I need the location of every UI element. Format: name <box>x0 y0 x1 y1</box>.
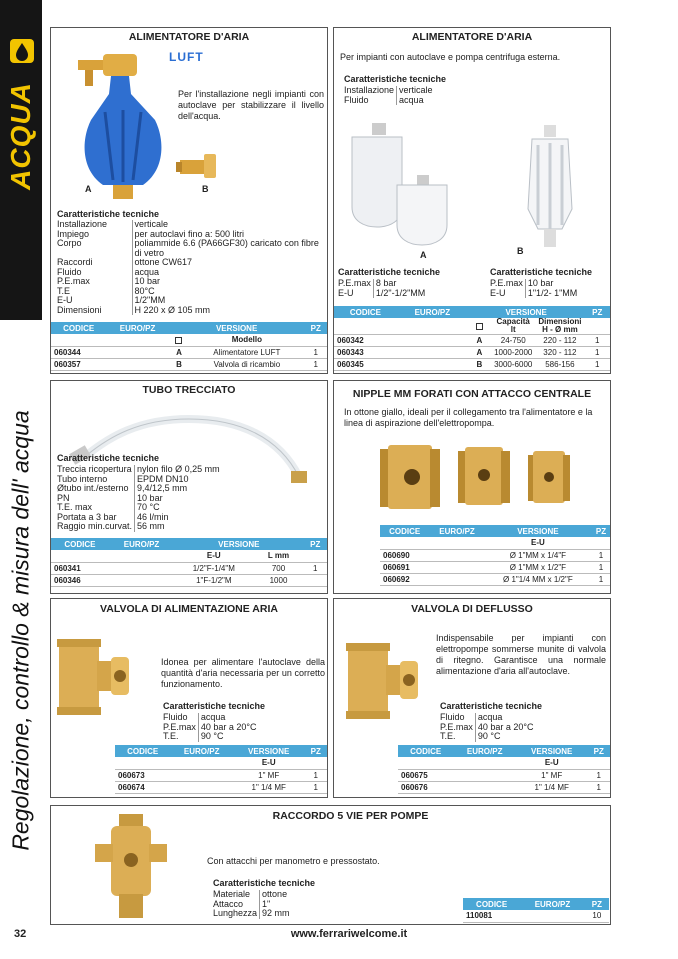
description: Con attacchi per manometro e pressostato. <box>207 856 380 866</box>
product-table: CODICE EURO/PZ VERSIONE PZ E-U 060673 1" MF 1 060674 1" 1/4 MF 1 <box>115 745 327 794</box>
panel-title: NIPPLE MM FORATI CON ATTACCO CENTRALE <box>352 388 592 400</box>
table-row[interactable]: 060341 1/2"F-1/4"M 700 1 <box>51 562 327 574</box>
panel-valvola-alimentazione <box>50 598 328 798</box>
footer-url[interactable]: www.ferrariwelcome.it <box>290 928 408 940</box>
product-table: CODICE EURO/PZ VERSIONE PZ Modello 060344 A Alimentatore LUFT 1 060357 B Valvola di ricambio 1 <box>51 322 327 371</box>
description: Idonea per alimentare l'autoclave della quantità d'aria necessaria per un corretto funzionamento. <box>161 657 325 689</box>
nipple-products-image <box>378 443 578 513</box>
specs-b-title: Caratteristiche tecniche <box>490 267 593 277</box>
description: In ottone giallo, ideali per il collegamento tra l'alimentatore e la linea di aspirazione dell'elettropompa. <box>344 407 593 428</box>
table-row[interactable]: 060674 1" 1/4 MF 1 <box>115 781 327 793</box>
panel-alimentatore-luft <box>50 27 328 374</box>
panel-nipple-forati <box>333 380 611 594</box>
specs-title: Caratteristiche tecniche <box>57 453 160 463</box>
specs-a-title: Caratteristiche tecniche <box>338 267 441 277</box>
autoclave-feeder-image-a <box>342 123 452 253</box>
product-table: CODICE EURO/PZ VERSIONE PZ E-U 060690 Ø 1"MM x 1/4"F 1 060691 Ø 1"MM x 1/2"F 1 060692 Ø 1"1/4 MM x 1/2"F 1 <box>380 525 611 586</box>
table-row[interactable]: 060691 Ø 1"MM x 1/2"F 1 <box>380 561 611 573</box>
checkbox-icon <box>476 323 483 330</box>
product-table: CODICE EURO/PZ VERSIONE PZ E-U L mm 060341 1/2"F-1/4"M 700 1 060346 1"F-1/2"M 1000 <box>51 538 327 587</box>
valve-spare-image <box>176 148 220 184</box>
product-table: CODICE EURO/PZ VERSIONE PZ E-U 060675 1" MF 1 060676 1" 1/4 MF 1 <box>398 745 610 794</box>
specs-title: Caratteristiche tecniche <box>163 701 266 711</box>
panel-raccordo-5-vie <box>50 805 611 925</box>
specs-title: Caratteristiche tecniche <box>440 701 543 711</box>
specs-table: Fluido acqua P.E.max 40 bar a 20°C T.E. 90 °C <box>163 712 257 741</box>
five-way-fitting-image <box>91 814 171 920</box>
panel-title: ALIMENTATORE D'ARIA <box>411 31 533 43</box>
brand-logo: LUFT <box>169 50 204 64</box>
specs-table: Fluido acqua P.E.max 40 bar a 20°C T.E. 90 °C <box>440 712 534 741</box>
table-row[interactable]: 060343 A 1000-2000 320 - 112 1 <box>334 347 610 359</box>
panel-title: RACCORDO 5 VIE PER POMPE <box>272 810 429 822</box>
table-row[interactable]: 060692 Ø 1"1/4 MM x 1/2"F 1 <box>380 573 611 585</box>
specs-table: Treccia ricopertura nylon filo Ø 0,25 mm Tubo interno EPDM DN10 Øtubo int./esterno 9,4/12,5 mm PN 10 bar T.E. max 70 °C Portata a 3 bar 46 l/min Raggio min.curvat. 56 mm <box>57 464 220 531</box>
table-row[interactable]: 060344 A Alimentatore LUFT 1 <box>51 346 327 358</box>
panel-alimentatore-pompa <box>333 27 611 374</box>
table-row[interactable]: 060675 1" MF 1 <box>398 769 610 781</box>
specs-title: Caratteristiche tecniche <box>57 209 160 219</box>
panel-title: VALVOLA DI DEFLUSSO <box>411 603 533 615</box>
panel-title: TUBO TRECCIATO <box>142 384 236 396</box>
table-row[interactable]: 060690 Ø 1"MM x 1/4"F 1 <box>380 549 611 561</box>
label-b: B <box>202 184 209 194</box>
description: Per impianti con autoclave e pompa centrifuga esterna. <box>340 52 561 62</box>
panel-valvola-deflusso <box>333 598 611 798</box>
feed-valve-image <box>57 637 133 717</box>
table-row[interactable]: 060342 A 24-750 220 - 112 1 <box>334 335 610 347</box>
checkbox-icon <box>175 337 182 344</box>
sidebar <box>0 0 42 959</box>
description: Indispensabile per impianti con elettropompe sommerse munite di valvola di ritegno. Garantisce una normale alimentazione d'aria all'autoclave. <box>436 633 606 676</box>
label-a: A <box>85 184 92 194</box>
table-row[interactable]: 060676 1" 1/4 MF 1 <box>398 781 610 793</box>
label-b: B <box>517 246 524 256</box>
table-row[interactable]: 060357 B Valvola di ricambio 1 <box>51 358 327 370</box>
page-number: 32 <box>14 928 27 940</box>
label-a: A <box>420 250 427 260</box>
autoclave-feeder-image-b <box>524 125 576 250</box>
panel-tubo-trecciato <box>50 380 328 594</box>
specs-title: Caratteristiche tecniche <box>344 74 447 84</box>
table-row[interactable]: 110081 10 <box>463 910 609 922</box>
category-title: Regolazione, controllo & misura dell' acqua <box>7 409 34 851</box>
specs-table: Installazione verticale Fluido acqua <box>344 85 433 105</box>
specs-title: Caratteristiche tecniche <box>213 878 316 888</box>
specs-b-table: P.E.max 10 bar E-U 1"1/2- 1"MM <box>490 278 578 298</box>
product-table: CODICE EURO/PZ VERSIONE PZ Capacità lt Dimensioni H - Ø mm 060342 A 24-750 220 - 112 1 060343 A 1000-2000 320 - 112 1 060345 B 3000-6000 586-156 1 <box>334 306 610 371</box>
panel-title: VALVOLA DI ALIMENTAZIONE ARIA <box>100 603 278 615</box>
drain-valve-image <box>346 641 422 721</box>
table-row[interactable]: 060345 B 3000-6000 586-156 1 <box>334 359 610 371</box>
specs-table: Installazione verticale Impiego per autoclavi fino a: 500 litri Corpo poliammide 6.6 (PA66GF30) caricato con fibre di vetro Raccordi ottone CW617 Fluido acqua P.E.max 10 bar T.E 80°C E-U 1/2"MM Dimensioni H 220 x Ø 105 mm <box>57 220 322 315</box>
section-label: ACQUA <box>5 82 37 190</box>
table-row[interactable]: 060673 1" MF 1 <box>115 769 327 781</box>
product-table: CODICE EURO/PZ PZ 110081 10 <box>463 898 609 923</box>
specs-table: Materiale ottone Attacco 1" Lunghezza 92 mm <box>213 889 290 918</box>
specs-a-table: P.E.max 8 bar E-U 1/2"-1/2"MM <box>338 278 426 298</box>
table-row[interactable]: 060346 1"F-1/2"M 1000 <box>51 574 327 586</box>
panel-title: ALIMENTATORE D'ARIA <box>128 31 250 43</box>
description: Per l'installazione negli impianti con autoclave per stabilizzare il livello dell'acqua. <box>178 89 324 121</box>
water-drop-icon <box>9 38 35 64</box>
